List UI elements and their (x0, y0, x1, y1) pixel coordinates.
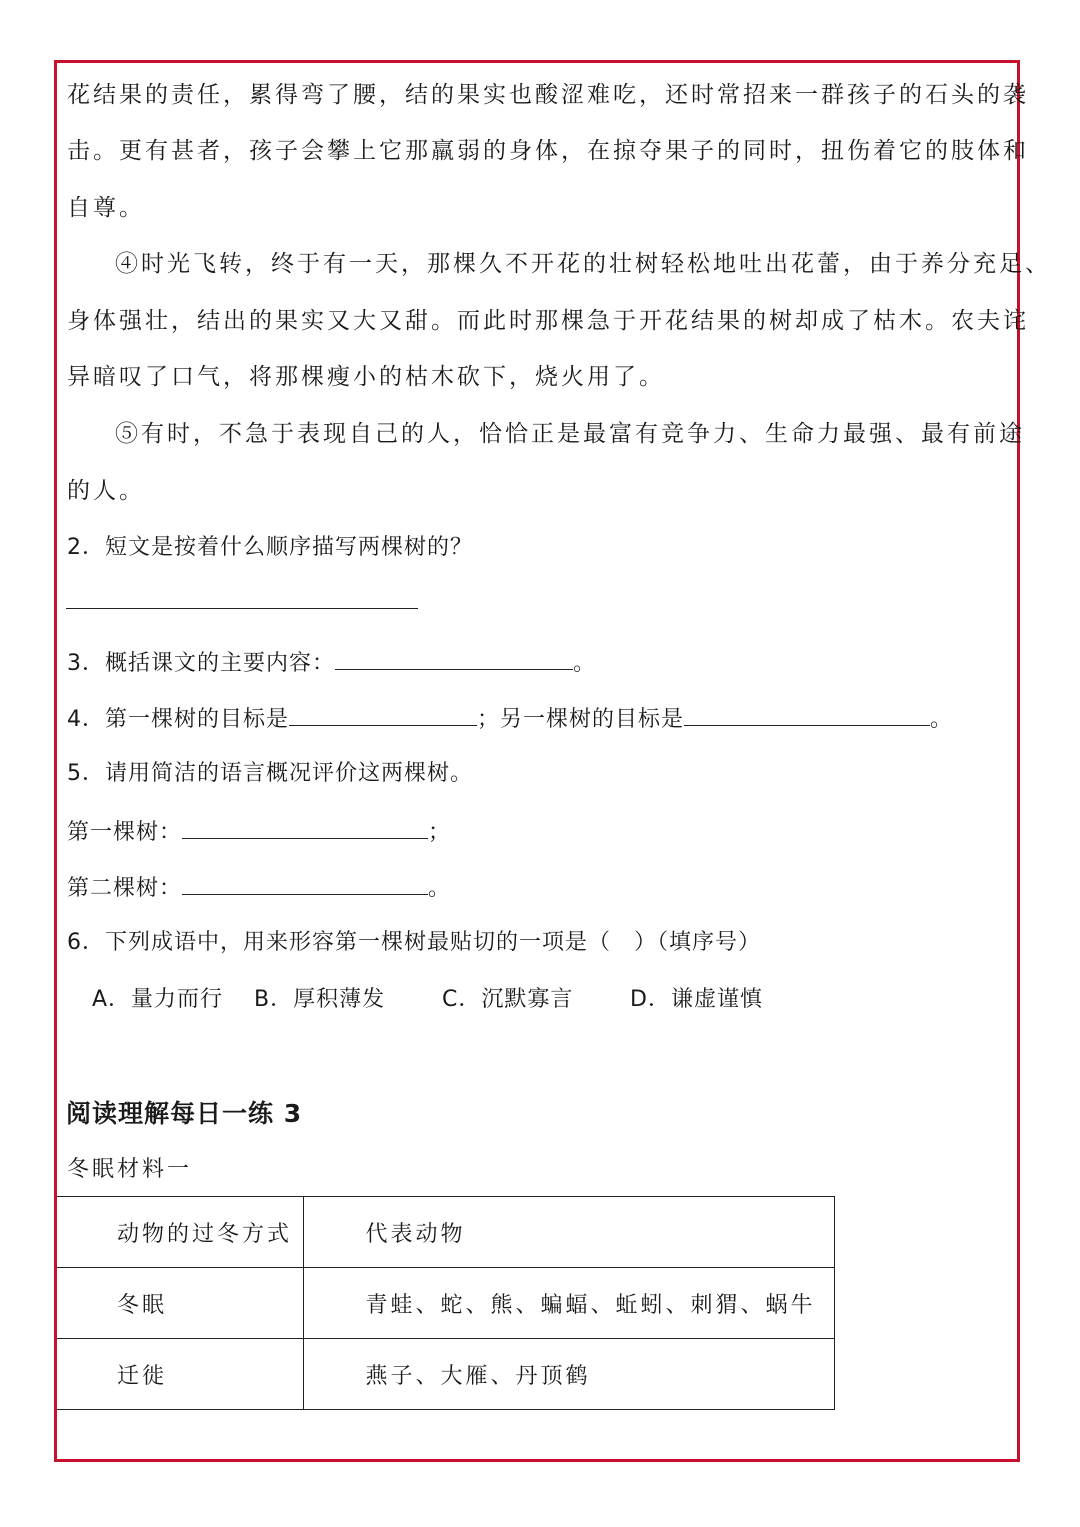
answer-blank-q3[interactable] (335, 647, 573, 670)
question-4-middle: ；另一棵树的目标是 (477, 707, 685, 732)
table-row (57, 1339, 835, 1410)
question-6-option: C．沉默寡言 (442, 987, 574, 1012)
table-cell: 青蛙、蛇、熊、蝙蝠、蚯蚓、刺猬、蜗牛 (303, 1268, 835, 1339)
hibernation-table (57, 1196, 835, 1410)
table-cell: 迁徙 (57, 1339, 303, 1410)
answer-blank-q5-second[interactable] (182, 872, 428, 895)
question-4-suffix: 。 (930, 707, 954, 732)
table-header-row (57, 1197, 835, 1268)
question-5-second-prefix: 第二棵树： (67, 876, 183, 901)
question-5: 5．请用简洁的语言概况评价这两棵树。 (67, 761, 473, 786)
answer-blank-q4-first[interactable] (289, 703, 477, 726)
section-subtitle: 冬眠材料一 (67, 1157, 193, 1182)
table-header-cell: 代表动物 (303, 1197, 835, 1268)
question-5-second-suffix: 。 (428, 876, 452, 901)
answer-blank-q4-second[interactable] (684, 703, 930, 726)
table-row (57, 1268, 835, 1339)
answer-blank-q2[interactable] (66, 608, 418, 609)
question-4-prefix: 4．第一棵树的目标是 (67, 707, 289, 732)
question-5-first-tree (67, 816, 451, 848)
table-header-cell: 动物的过冬方式 (57, 1197, 303, 1268)
answer-blank-q5-first[interactable] (182, 816, 428, 839)
passage-line: 击。更有甚者，孩子会攀上它那羸弱的身体，在掠夺果子的同时，扭伤着它的肢体和 (67, 138, 1029, 164)
passage-line: 花结果的责任，累得弯了腰，结的果实也酸涩难吃，还时常招来一群孩子的石头的袭 (67, 82, 1029, 108)
question-5-first-prefix: 第一棵树： (67, 820, 183, 845)
question-6-option: B．厚积薄发 (254, 987, 386, 1012)
question-3-suffix: 。 (573, 651, 597, 676)
table-cell: 燕子、大雁、丹顶鹤 (303, 1339, 835, 1410)
question-3-prefix: 3．概括课文的主要内容： (67, 651, 335, 676)
passage-line: 的人。 (67, 478, 145, 504)
question-4 (67, 703, 953, 735)
passage-line: 自尊。 (67, 195, 145, 221)
question-3 (67, 647, 596, 679)
question-6-option: D．谦虚谨慎 (630, 987, 763, 1012)
question-2: 2．短文是按着什么顺序描写两棵树的？ (67, 535, 473, 560)
question-5-first-suffix: ； (428, 820, 452, 845)
question-6: 6．下列成语中，用来形容第一棵树最贴切的一项是（ ）（填序号） (67, 930, 761, 955)
section-title: 阅读理解每日一练 3 (66, 1099, 303, 1128)
question-6-option: A．量力而行 (92, 987, 224, 1012)
table-cell: 冬眠 (57, 1268, 303, 1339)
question-5-second-tree (67, 872, 451, 904)
passage-line: ④时光飞转，终于有一天，那棵久不开花的壮树轻松地吐出花蕾，由于养分充足、 (115, 251, 1051, 277)
passage-line: ⑤有时，不急于表现自己的人，恰恰正是最富有竞争力、生命力最强、最有前途 (115, 421, 1025, 447)
passage-line: 异暗叹了口气，将那棵瘦小的枯木砍下，烧火用了。 (67, 364, 665, 390)
passage-line: 身体强壮，结出的果实又大又甜。而此时那棵急于开花结果的树却成了枯木。农夫诧 (67, 308, 1029, 334)
